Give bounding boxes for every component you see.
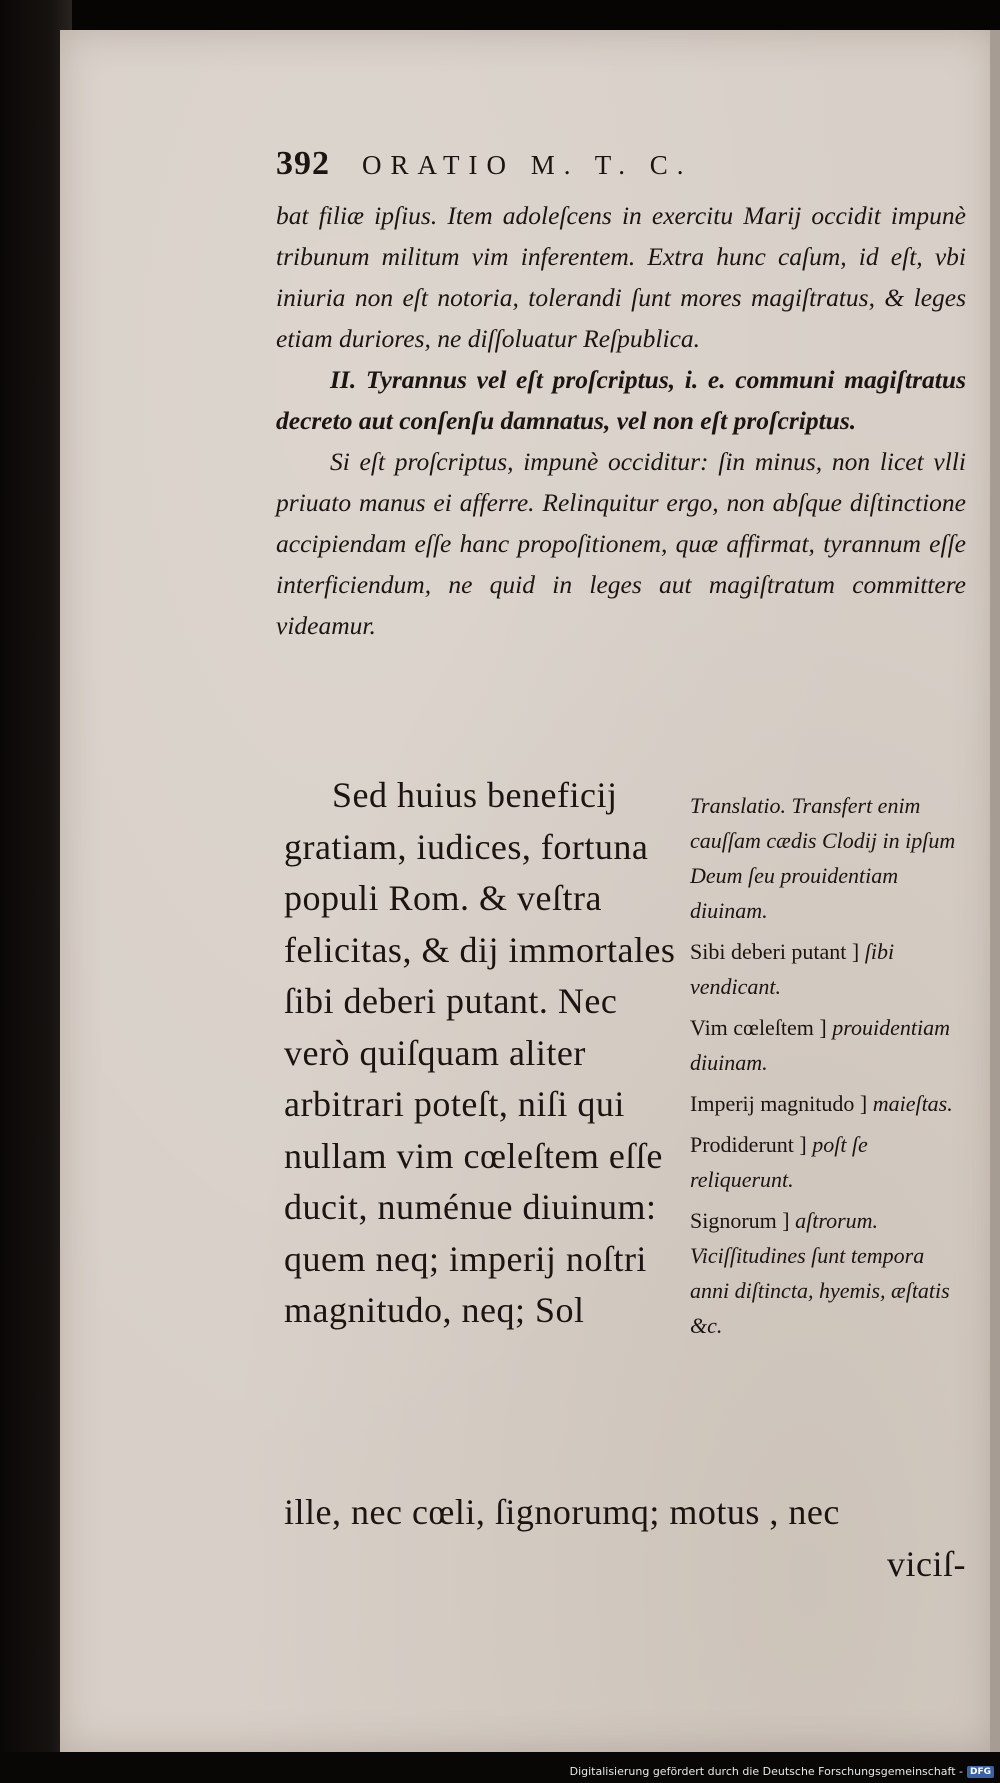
main-text-line: ille, nec cœli, ſignorumq; motus , nec [284,1492,840,1532]
gloss-entry [690,788,962,928]
gloss-text: ſibi vendicant. [690,939,895,999]
footer-credit: Digitalisierung gefördert durch die Deutsche Forschungsgemeinschaft - [569,1765,963,1778]
gloss-text: prouidentiam diuinam. [690,1015,950,1075]
gloss-text: Translatio. Transfert enim cauſſam cædis Clodij in ipſum Deum ſeu prouidentiam diuinam. [690,793,956,923]
page-header [276,145,856,183]
main-text-paragraph: Sed huius beneficij gratiam, iudices, fortuna populi Rom. & veſtra felicitas, & dij immortales ſibi deberi putant. Nec verò quiſquam aliter arbitrari poteſt, niſi qui nullam vim cœleſtem eſſe ducit, numénue diuinum: quem neq; imperij noſtri magnitudo, neq; Sol [284,775,676,1330]
gloss-lemma: Prodiderunt ] [690,1132,807,1157]
main-text-tail [284,1487,966,1590]
gloss-lemma: Vim cœleſtem ] [690,1015,827,1040]
gloss-entry [690,1127,962,1197]
gloss-text: maieſtas. [872,1091,953,1116]
commentary-paragraph: bat filiæ ipſius. Item adoleſcens in exercitu Marij occidit impunè tribunum militum vim inferentem. Extra hunc caſum, id eſt, vbi iniuria non eſt notoria, tolerandi ſunt mores magiſtratus, & leges etiam duriores, ne diſſoluatur Reſpublica. [276,201,966,353]
book-page [60,30,994,1752]
commentary-paragraph: Si eſt proſcriptus, impunè occiditur: ſin minus, non licet vlli priuato manus ei afferre. Relinquitur ergo, non abſque diſtinctione accipiendam eſſe hanc propoſitionem, quæ affirmat, tyrannum eſſe interficiendum, ne quid in leges aut magiſtratum committere videamur. [276,447,966,640]
scan-border-top [0,0,1000,32]
page-number: 392 [276,145,330,182]
gloss-text: poſt ſe reliquerunt. [690,1132,868,1192]
page-edge [990,30,1000,1752]
commentary-paragraph: II. Tyrannus vel eſt proſcriptus, i. e. communi magiſtratus decreto aut conſenſu damnatus, vel non eſt proſcriptus. [276,365,966,435]
gloss-entry [690,1203,962,1343]
gloss-entry [690,934,962,1004]
gloss-lemma: Imperij magnitudo ] [690,1091,868,1116]
gloss-lemma: Signorum ] [690,1208,790,1233]
main-text-catchword: viciſ- [887,1543,966,1584]
gloss-text: aſtrorum. Viciſſitudines ſunt tempora anni diſtincta, hyemis, æſtatis &c. [690,1208,950,1338]
commentary-block [276,195,966,646]
gloss-entry [690,1086,962,1121]
page-content [60,30,994,1752]
gloss-lemma: Sibi deberi putant ] [690,939,860,964]
gloss-entry [690,1010,962,1080]
running-title: ORATIO M. T. C. [362,150,693,180]
dfg-logo-icon: DFG [967,1766,994,1778]
digitization-footer [570,1765,994,1778]
main-text-column [284,770,689,1337]
marginal-gloss [690,788,962,1343]
